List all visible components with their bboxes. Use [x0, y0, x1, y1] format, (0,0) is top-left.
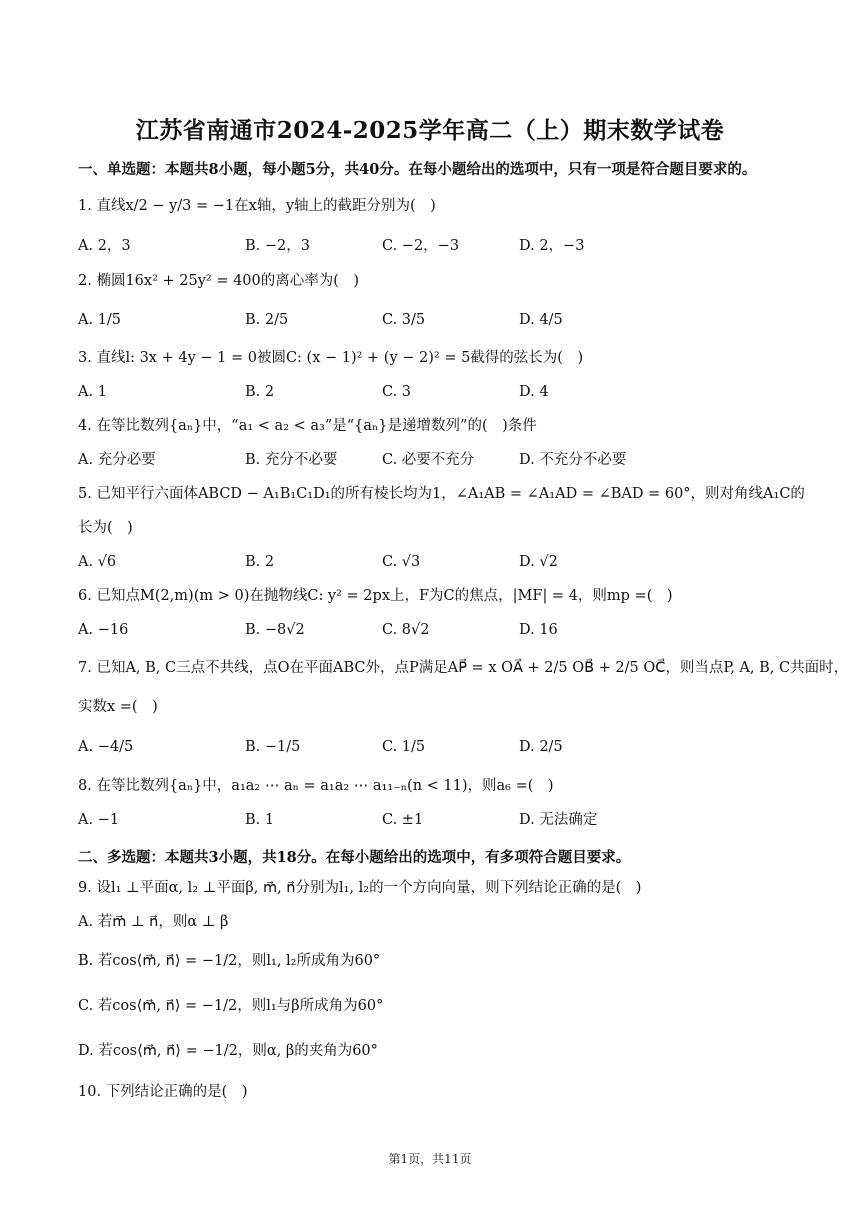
- question-5-stem: 5. 已知平行六面体ABCD − A₁B₁C₁D₁的所有棱长均为1，∠A₁AB = ∠A₁AD = ∠BAD = 60°，则对角线A₁C的: [78, 486, 805, 502]
- option-a[interactable]: A. −1: [78, 812, 120, 828]
- option-c[interactable]: C. ±1: [382, 812, 424, 828]
- option-b[interactable]: B. 2: [245, 384, 275, 400]
- option-a[interactable]: A. 充分必要: [78, 452, 156, 468]
- question-6-stem: 6. 已知点M(2,m)(m > 0)在抛物线C: y² = 2px上，F为C的焦点，|MF| = 4，则mp =( ): [78, 588, 673, 604]
- question-5-options: [78, 552, 798, 572]
- page-title: 江苏省南通市2024-2025学年高二（上）期末数学试卷: [135, 117, 725, 144]
- option-d[interactable]: D. 2/5: [519, 739, 563, 755]
- question-4-options: [78, 450, 798, 470]
- option-a[interactable]: A. −4/5: [78, 739, 134, 755]
- question-1-options: [78, 236, 798, 256]
- question-4-stem: 4. 在等比数列{aₙ}中，“a₁ < a₂ < a₃”是“{aₙ}是递增数列”的( )条件: [78, 418, 537, 434]
- question-9-stem: 9. 设l₁ ⊥平面α, l₂ ⊥平面β, m⃗, n⃗分别为l₁, l₂的一个方向向量，则下列结论正确的是( ): [78, 880, 642, 896]
- option-d[interactable]: D. 2，−3: [519, 238, 585, 254]
- question-8-options: [78, 810, 798, 830]
- option-d[interactable]: D. 不充分不必要: [519, 452, 627, 468]
- option-c[interactable]: C. −2，−3: [382, 238, 460, 254]
- option-b[interactable]: B. 1: [245, 812, 275, 828]
- option-c[interactable]: C. √3: [382, 554, 421, 570]
- question-1-stem: 1. 直线x/2 − y/3 = −1在x轴，y轴上的截距分别为( ): [78, 198, 436, 214]
- option-d[interactable]: D. √2: [519, 554, 558, 570]
- page-footer: 第1页，共11页: [388, 1152, 472, 1166]
- option-b[interactable]: B. −8√2: [245, 622, 305, 638]
- question-6-options: [78, 620, 798, 640]
- option-d[interactable]: D. 无法确定: [519, 812, 598, 828]
- section-heading-multiple-choice: 二、多选题：本题共3小题，共18分。在每小题给出的选项中，有多项符合题目要求。: [78, 849, 631, 866]
- section-heading-single-choice: 一、单选题：本题共8小题，每小题5分，共40分。在每小题给出的选项中，只有一项是符合题目要求的。: [78, 161, 757, 178]
- option-c[interactable]: C. 必要不充分: [382, 452, 475, 468]
- option-b[interactable]: B. 2/5: [245, 312, 289, 328]
- question-2-stem: 2. 椭圆16x² + 25y² = 400的离心率为( ): [78, 273, 360, 289]
- question-3-stem: 3. 直线l: 3x + 4y − 1 = 0被圆C: (x − 1)² + (y − 2)² = 5截得的弦长为( ): [78, 350, 584, 366]
- option-d[interactable]: D. 16: [519, 622, 558, 638]
- option-c[interactable]: C. 3: [382, 384, 412, 400]
- question-3-options: [78, 382, 798, 402]
- option-b[interactable]: B. −1/5: [245, 739, 301, 755]
- question-5-stem-continued: 长为( ): [78, 520, 133, 536]
- question-9-option-d[interactable]: D. 若cos⟨m⃗, n⃗⟩ = −1/2，则α, β的夹角为60°: [78, 1043, 378, 1059]
- option-b[interactable]: B. 充分不必要: [245, 452, 338, 468]
- option-c[interactable]: C. 8√2: [382, 622, 430, 638]
- question-7-stem: 7. 已知A, B, C三点不共线，点O在平面ABC外，点P满足AP⃗ = x OA⃗ + 2/5 OB⃗ + 2/5 OC⃗，则当点P, A, B, C共面时，: [78, 660, 849, 676]
- option-a[interactable]: A. √6: [78, 554, 117, 570]
- option-a[interactable]: A. 1: [78, 384, 107, 400]
- option-b[interactable]: B. −2，3: [245, 238, 310, 254]
- question-8-stem: 8. 在等比数列{aₙ}中，a₁a₂ ⋯ aₙ = a₁a₂ ⋯ a₁₁₋ₙ(n < 11)，则a₆ =( ): [78, 778, 554, 794]
- question-2-options: [78, 310, 798, 330]
- question-9-option-c[interactable]: C. 若cos⟨m⃗, n⃗⟩ = −1/2，则l₁与β所成角为60°: [78, 998, 384, 1014]
- option-c[interactable]: C. 3/5: [382, 312, 426, 328]
- option-a[interactable]: A. 1/5: [78, 312, 122, 328]
- question-7-options: [78, 737, 798, 757]
- option-a[interactable]: A. −16: [78, 622, 129, 638]
- option-b[interactable]: B. 2: [245, 554, 275, 570]
- option-a[interactable]: A. 2，3: [78, 238, 131, 254]
- option-c[interactable]: C. 1/5: [382, 739, 426, 755]
- question-7-stem-continued: 实数x =( ): [78, 699, 158, 715]
- question-10-stem: 10. 下列结论正确的是( ): [78, 1084, 248, 1100]
- question-9-option-a[interactable]: A. 若m⃗ ⊥ n⃗，则α ⊥ β: [78, 914, 229, 930]
- option-d[interactable]: D. 4/5: [519, 312, 563, 328]
- option-d[interactable]: D. 4: [519, 384, 549, 400]
- question-9-option-b[interactable]: B. 若cos⟨m⃗, n⃗⟩ = −1/2，则l₁, l₂所成角为60°: [78, 953, 381, 969]
